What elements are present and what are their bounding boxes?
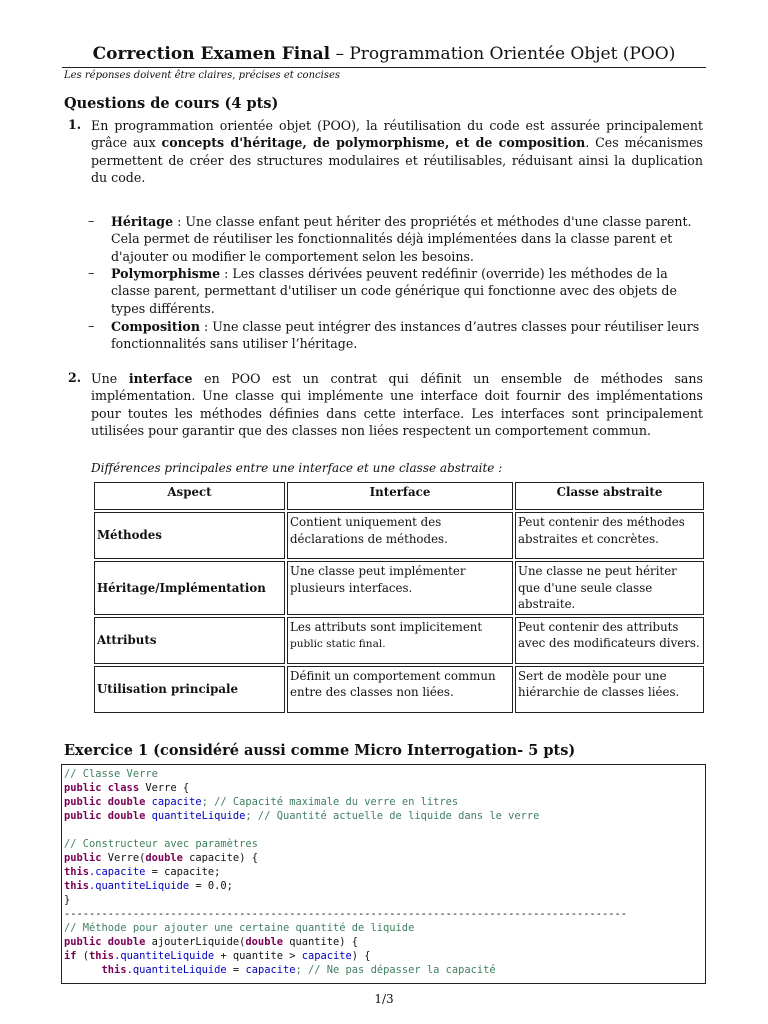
table-row	[94, 666, 704, 713]
section-heading-exercice: Exercice 1 (considéré aussi comme Micro Interrogation- 5 pts)	[64, 742, 576, 759]
table-cell-abstraite: Sert de modèle pour une hiérarchie de classes liées.	[515, 666, 704, 713]
table-cell-abstraite: Peut contenir des méthodes abstraites et concrètes.	[515, 512, 704, 559]
table-cell-interface: Les attributs sont implicitement public static final.	[287, 617, 513, 664]
table-cell-abstraite: Une classe ne peut hériter que d'une seule classe abstraite.	[515, 561, 704, 615]
table-row	[94, 561, 704, 615]
document-subtitle: Les réponses doivent être claires, précises et concises	[64, 70, 340, 81]
table-row	[94, 617, 704, 664]
bullet-heritage: Héritage : Une classe enfant peut hériter des propriétés et méthodes d'une classe parent. Cela permet de réutiliser les fonctionnalités déjà implémentées dans la classe parent et d'ajouter ou modifier le comportement selon les besoins.	[111, 214, 692, 264]
table-cell-interface: Définit un comportement commun entre des classes non liées.	[287, 666, 513, 713]
page-number: 1/3	[374, 992, 394, 1006]
document-title: Correction Examen Final – Programmation Orientée Objet (POO)	[92, 44, 676, 64]
question-number-2: 2.	[68, 370, 82, 385]
table-header-aspect: Aspect	[94, 482, 285, 510]
comparison-table	[92, 480, 706, 715]
table-cell-interface: Une classe peut implémenter plusieurs interfaces.	[287, 561, 513, 615]
table-header-interface: Interface	[287, 482, 513, 510]
section-heading-questions: Questions de cours (4 pts)	[64, 95, 279, 112]
question-2-text: Une interface en POO est un contrat qui définit un ensemble de méthodes sans implémentation. Une classe qui implémente une interface doit fournir des implémentations pour toutes les méthodes définies dans cette interface. Les interfaces sont principalement utilisées pour garantir que des classes non liées respectent un comportement commun.	[91, 371, 703, 439]
table-cell-interface: Contient uniquement des déclarations de méthodes.	[287, 512, 513, 559]
bullet-polymorphisme: Polymorphisme : Les classes dérivées peuvent redéfinir (override) les méthodes de la classe parent, permettant d'utiliser un code générique qui fonctionne avec des objets de types différents.	[111, 266, 677, 316]
table-cell-abstraite: Peut contenir des attributs avec des modificateurs divers.	[515, 617, 704, 664]
table-cell-aspect: Utilisation principale	[94, 666, 285, 713]
table-cell-aspect: Héritage/Implémentation	[94, 561, 285, 615]
table-caption: Différences principales entre une interface et une classe abstraite :	[91, 461, 503, 475]
table-header-row	[94, 482, 704, 510]
bullet-dash: –	[88, 318, 95, 333]
bullet-composition: Composition : Une classe peut intégrer des instances d’autres classes pour réutiliser leurs fonctionnalités sans utiliser l’héritage.	[111, 319, 700, 352]
bullet-dash: –	[88, 213, 95, 228]
table-cell-aspect: Méthodes	[94, 512, 285, 559]
question-1-intro: En programmation orientée objet (POO), la réutilisation du code est assurée principalement grâce aux concepts d'héritage, de polymorphisme, et de composition. Ces mécanismes permettent de créer des structures modulaires et réutilisables, réduisant ainsi la duplication du code.	[91, 118, 703, 186]
table-header-abstraite: Classe abstraite	[515, 482, 704, 510]
question-number-1: 1.	[68, 117, 82, 132]
table-row	[94, 512, 704, 559]
title-rule	[62, 67, 706, 68]
bullet-dash: –	[88, 265, 95, 280]
table-cell-aspect: Attributs	[94, 617, 285, 664]
code-block: // Classe Verre public class Verre { public double capacite; // Capacité maximale du verre en litres public double quantiteLiquide; // Quantité actuelle de liquide dans le verre // Constructeur avec paramètres public Verre(double capacite) { this.capacite = capacite; this.quantiteLiquide = 0.0; } ------------------------------------------------------------------------------------------ // Méthode pour ajouter une certaine quantité de liquide public double ajouterLiquide(double quantite) { if (this.quantiteLiquide + quantite > capacite) { this.quantiteLiquide = capacite; // Ne pas dépasser la capacité	[61, 764, 706, 984]
